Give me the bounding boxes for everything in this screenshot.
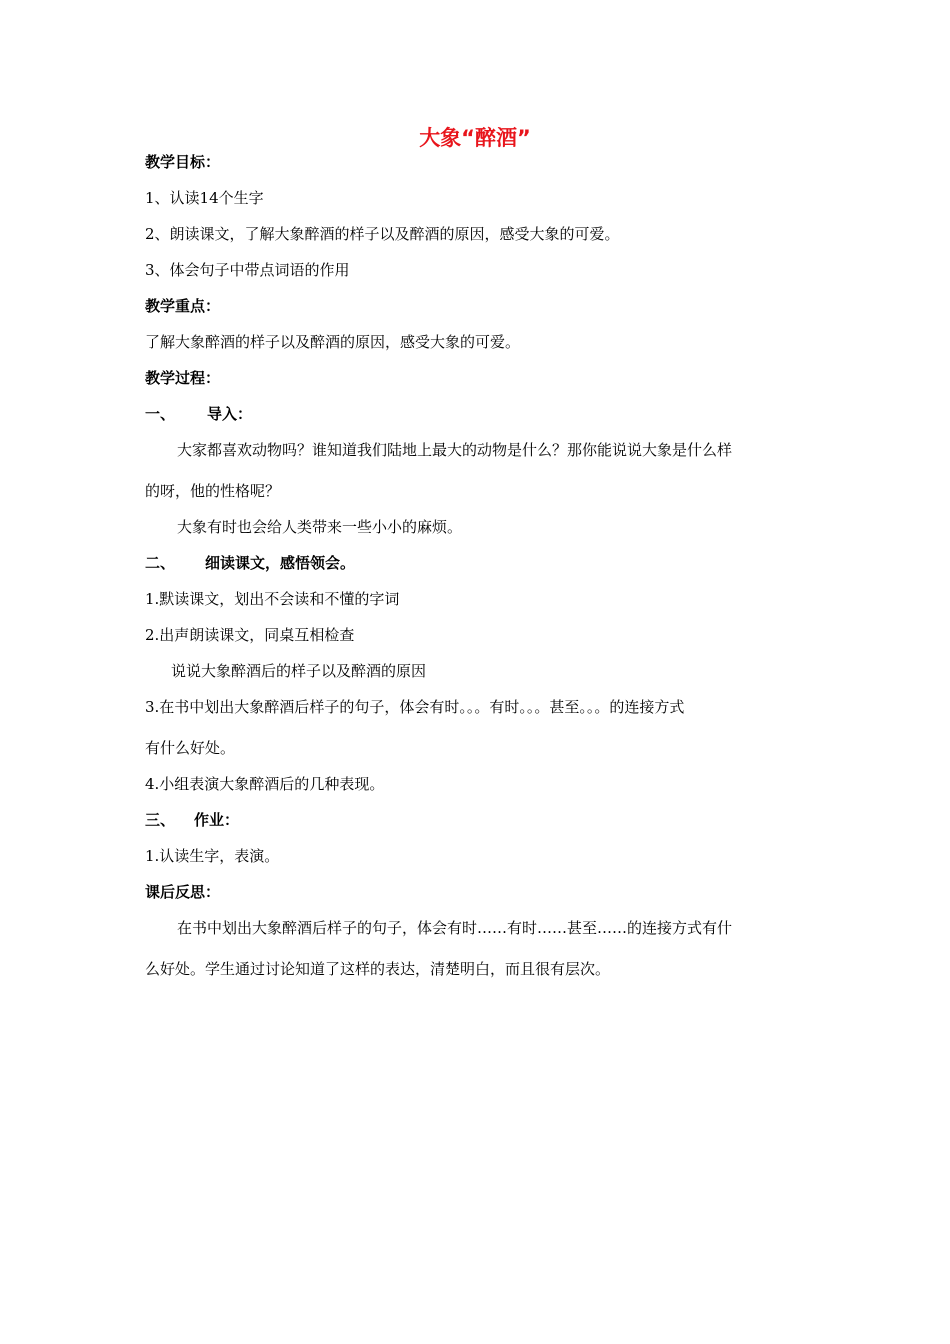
section-1-paragraph-1-line-2: 的呀，他的性格呢？ bbox=[145, 482, 281, 500]
section-2-title: 细读课文，感悟领会。 bbox=[205, 554, 356, 572]
process-heading: 教学过程： bbox=[145, 369, 221, 387]
reflection-line-2: 么好处。学生通过讨论知道了这样的表达，清楚明白，而且很有层次。 bbox=[145, 960, 611, 978]
section-3-item-1: 1.认读生字，表演。 bbox=[145, 847, 280, 865]
section-2-item-2-sub: 说说大象醉酒后的样子以及醉酒的原因 bbox=[171, 662, 427, 680]
section-2-item-3-line-1: 3.在书中划出大象醉酒后样子的句子，体会有时。。。有时。。。甚至。。。的连接方式 bbox=[145, 698, 685, 716]
objective-item-1: 1、认读14个生字 bbox=[145, 189, 264, 207]
key-points-text: 了解大象醉酒的样子以及醉酒的原因，感受大象的可爱。 bbox=[145, 333, 521, 351]
key-points-heading: 教学重点： bbox=[145, 297, 221, 315]
objectives-heading: 教学目标： bbox=[145, 153, 221, 171]
reflection-line-1: 在书中划出大象醉酒后样子的句子，体会有时……有时……甚至……的连接方式有什 bbox=[177, 919, 733, 937]
section-3-number: 三、 bbox=[145, 811, 176, 829]
section-2-item-4: 4.小组表演大象醉酒后的几种表现。 bbox=[145, 775, 385, 793]
section-1-number: 一、 bbox=[145, 405, 176, 423]
section-1-paragraph-1-line-1: 大家都喜欢动物吗？谁知道我们陆地上最大的动物是什么？那你能说说大象是什么样 bbox=[177, 441, 733, 459]
section-1-paragraph-2: 大象有时也会给人类带来一些小小的麻烦。 bbox=[177, 518, 463, 536]
objective-item-3: 3、体会句子中带点词语的作用 bbox=[145, 261, 350, 279]
section-3-heading bbox=[145, 810, 239, 830]
section-1-title: 导入： bbox=[207, 405, 253, 423]
section-2-heading bbox=[145, 553, 355, 573]
section-3-title: 作业： bbox=[194, 811, 240, 829]
reflection-heading: 课后反思： bbox=[145, 883, 221, 901]
section-2-item-3-line-2: 有什么好处。 bbox=[145, 739, 236, 757]
objective-item-2: 2、朗读课文，了解大象醉酒的样子以及醉酒的原因，感受大象的可爱。 bbox=[145, 225, 620, 243]
section-2-item-2: 2.出声朗读课文，同桌互相检查 bbox=[145, 626, 355, 644]
document-title: 大象“醉酒” bbox=[419, 126, 531, 150]
section-1-heading bbox=[145, 404, 252, 424]
section-2-item-1: 1.默读课文，划出不会读和不懂的字词 bbox=[145, 590, 400, 608]
section-2-number: 二、 bbox=[145, 554, 176, 572]
